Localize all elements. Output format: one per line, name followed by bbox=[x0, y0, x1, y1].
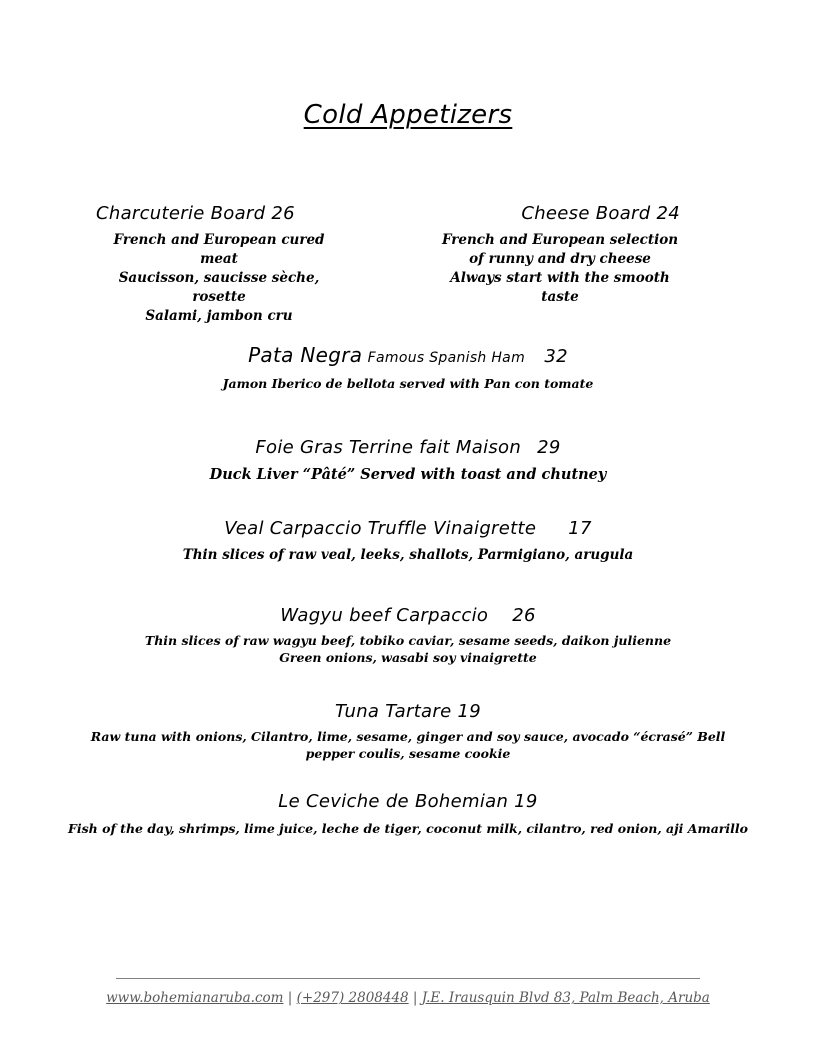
description-line: Salami, jambon cru bbox=[145, 308, 293, 324]
item-name: Veal Carpaccio Truffle Vinaigrette bbox=[224, 518, 537, 539]
page-title bbox=[0, 100, 816, 130]
cheese-board-description bbox=[432, 231, 688, 307]
description-line: Raw tuna with onions, Cilantro, lime, sesame, ginger and soy sauce, avocado “écrasé” Bell bbox=[90, 729, 726, 744]
item-price: 32 bbox=[544, 346, 568, 367]
footer-divider bbox=[116, 978, 700, 979]
item-price: 26 bbox=[512, 605, 536, 626]
veal-carpaccio-heading bbox=[60, 518, 756, 539]
description-line: Thin slices of raw wagyu beef, tobiko caviar, sesame seeds, daikon julienne bbox=[144, 633, 672, 648]
tuna-tartare-description bbox=[60, 728, 756, 762]
wagyu-carpaccio-heading bbox=[60, 605, 756, 626]
website-link[interactable]: www.bohemianaruba.com bbox=[106, 990, 284, 1006]
footer bbox=[60, 990, 756, 1006]
description-line: pepper coulis, sesame cookie bbox=[305, 746, 511, 761]
description-line: Always start with the smooth taste bbox=[450, 270, 670, 305]
item-name: Pata Negra bbox=[248, 343, 363, 367]
charcuterie-board-name: Charcuterie Board 26 bbox=[96, 203, 295, 224]
footer-separator: | bbox=[283, 990, 297, 1006]
charcuterie-board-description bbox=[96, 231, 342, 326]
description-line: Saucisson, saucisse sèche, rosette bbox=[118, 270, 320, 305]
description-line: Thin slices of raw veal, leeks, shallots, Parmigiano, arugula bbox=[182, 547, 634, 563]
phone-link[interactable]: (+297) 2808448 bbox=[296, 990, 409, 1006]
foie-gras-description bbox=[60, 465, 756, 484]
ceviche-description bbox=[40, 819, 776, 838]
page-title-text: Cold Appetizers bbox=[303, 100, 513, 130]
foie-gras-heading bbox=[60, 437, 756, 458]
description-line: French and European cured meat bbox=[113, 232, 325, 267]
description-line: Green onions, wasabi soy vinaigrette bbox=[279, 650, 537, 665]
cheese-board-name: Cheese Board 24 bbox=[521, 203, 680, 224]
description-line: French and European selection bbox=[441, 232, 679, 248]
item-name: Wagyu beef Carpaccio bbox=[280, 605, 489, 626]
description-line: Jamon Iberico de bellota served with Pan con tomate bbox=[222, 376, 594, 391]
pata-negra-description bbox=[60, 374, 756, 393]
description-line: Duck Liver “Pâté” Served with toast and chutney bbox=[209, 466, 607, 483]
item-name: Foie Gras Terrine fait Maison bbox=[255, 437, 522, 458]
ceviche-heading: Le Ceviche de Bohemian 19 bbox=[278, 791, 538, 812]
tuna-tartare-heading: Tuna Tartare 19 bbox=[335, 701, 481, 722]
veal-carpaccio-description bbox=[60, 546, 756, 565]
item-price: 29 bbox=[537, 437, 561, 458]
footer-separator: | bbox=[408, 990, 422, 1006]
address-link[interactable]: J.E. Irausquin Blvd 83, Palm Beach, Aruba bbox=[421, 990, 710, 1006]
pata-negra-heading bbox=[60, 343, 756, 367]
item-subtitle: Famous Spanish Ham bbox=[367, 350, 526, 366]
description-line: of runny and dry cheese bbox=[469, 251, 651, 267]
description-line: Fish of the day, shrimps, lime juice, leche de tiger, coconut milk, cilantro, red onion, aji Amarillo bbox=[68, 821, 748, 836]
wagyu-carpaccio-description bbox=[60, 632, 756, 666]
item-price: 17 bbox=[568, 518, 592, 539]
